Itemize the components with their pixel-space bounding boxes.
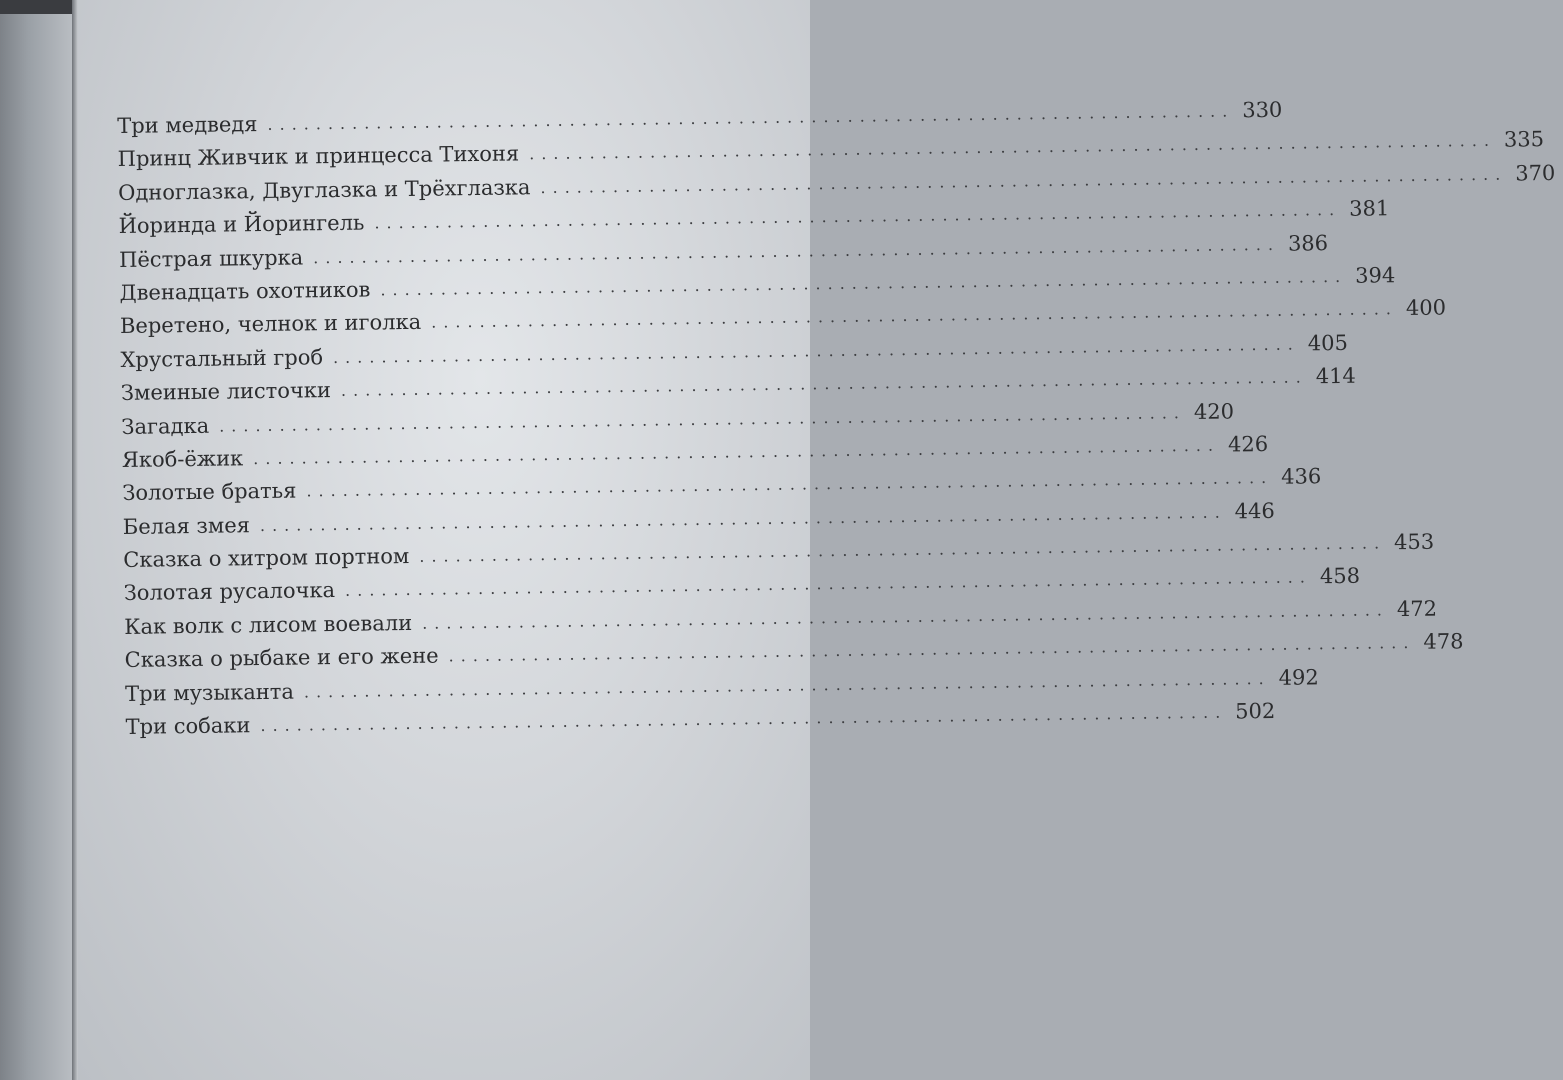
toc-entry-page: 394 xyxy=(1355,263,1396,288)
toc-leader-dots: ................................................................................ xyxy=(374,200,1342,233)
toc-entry-title: Загадка xyxy=(121,413,210,439)
toc-entry-page: 478 xyxy=(1423,629,1464,655)
toc-entry-page: 335 xyxy=(1503,127,1545,153)
table-of-contents xyxy=(117,97,1556,744)
toc-leader-dots: ................................................................................ xyxy=(267,101,1235,134)
toc-entry-page: 330 xyxy=(1242,97,1283,123)
toc-entry-title: Три музыканта xyxy=(124,679,295,706)
toc-leader-dots: ................................................................................ xyxy=(253,435,1221,469)
toc-entry-title: Как волк с лисом воевали xyxy=(124,610,413,639)
toc-entry-page: 414 xyxy=(1315,363,1357,389)
toc-entry-page: 370 xyxy=(1515,160,1556,186)
toc-entry-page: 420 xyxy=(1193,398,1235,424)
toc-entry-title: Пёстрая шкурка xyxy=(118,244,304,272)
toc-entry-title: Змеиные листочки xyxy=(120,378,332,406)
toc-entry-page: 458 xyxy=(1319,564,1361,589)
toc-entry-page: 446 xyxy=(1234,498,1275,524)
toc-entry-title: Принц Живчик и принцесса Тихоня xyxy=(117,141,520,172)
toc-entry-title: Хрустальный гроб xyxy=(120,344,324,372)
toc-leader-dots: ................................................................................ xyxy=(259,502,1227,535)
toc-leader-dots: ................................................................................ xyxy=(422,600,1390,633)
toc-entry-page: 426 xyxy=(1227,431,1269,457)
toc-entry-page: 472 xyxy=(1396,596,1438,622)
toc-entry-title: Три собаки xyxy=(125,713,251,739)
toc-entry-title: Одноглазка, Двуглазка и Трёхглазка xyxy=(117,175,531,205)
toc-entry-title: Три медведя xyxy=(117,112,258,138)
toc-leader-dots: ................................................................................ xyxy=(313,234,1281,267)
toc-entry-page: 453 xyxy=(1393,529,1435,555)
toc-entry-title: Сказка о рыбаке и его жене xyxy=(124,643,439,673)
toc-entry-page: 502 xyxy=(1235,698,1276,724)
toc-entry-title: Сказка о хитром портном xyxy=(123,544,410,573)
toc-entry-page: 386 xyxy=(1287,230,1329,256)
toc-entry-title: Йоринда и Йорингель xyxy=(118,210,365,239)
cover-edge xyxy=(0,0,72,14)
toc-leader-dots: ................................................................................ xyxy=(529,131,1497,164)
toc-entry-page: 405 xyxy=(1307,330,1349,356)
toc-entry-page: 492 xyxy=(1278,664,1319,690)
toc-entry-title: Золотые братья xyxy=(122,478,297,506)
toc-leader-dots: ................................................................................ xyxy=(218,402,1187,436)
toc-entry-title: Веретено, челнок и иголка xyxy=(119,310,422,339)
toc-leader-dots: ................................................................................ xyxy=(448,633,1416,666)
book-spine xyxy=(0,0,72,1080)
toc-entry-page: 400 xyxy=(1405,295,1447,321)
toc-leader-dots: ................................................................................ xyxy=(332,334,1300,367)
toc-entry-page: 381 xyxy=(1349,196,1390,221)
toc-entry-title: Белая змея xyxy=(122,512,251,539)
toc-leader-dots: ................................................................................ xyxy=(260,702,1228,736)
toc-leader-dots: ................................................................................ xyxy=(540,164,1508,197)
toc-leader-dots: ................................................................................ xyxy=(340,367,1308,401)
toc-leader-dots: ................................................................................ xyxy=(306,468,1274,501)
toc-entry-title: Якоб-ёжик xyxy=(121,446,244,472)
toc-entry-title: Золотая русалочка xyxy=(123,578,336,606)
toc-entry-page: 436 xyxy=(1281,464,1322,490)
toc-leader-dots: ................................................................................ xyxy=(431,299,1399,332)
toc-leader-dots: ................................................................................ xyxy=(303,668,1271,702)
toc-entry-title: Двенадцать охотников xyxy=(119,277,371,305)
toc-leader-dots: ................................................................................ xyxy=(419,533,1387,566)
toc-leader-dots: ................................................................................ xyxy=(344,567,1313,601)
toc-leader-dots: ................................................................................ xyxy=(380,266,1348,300)
